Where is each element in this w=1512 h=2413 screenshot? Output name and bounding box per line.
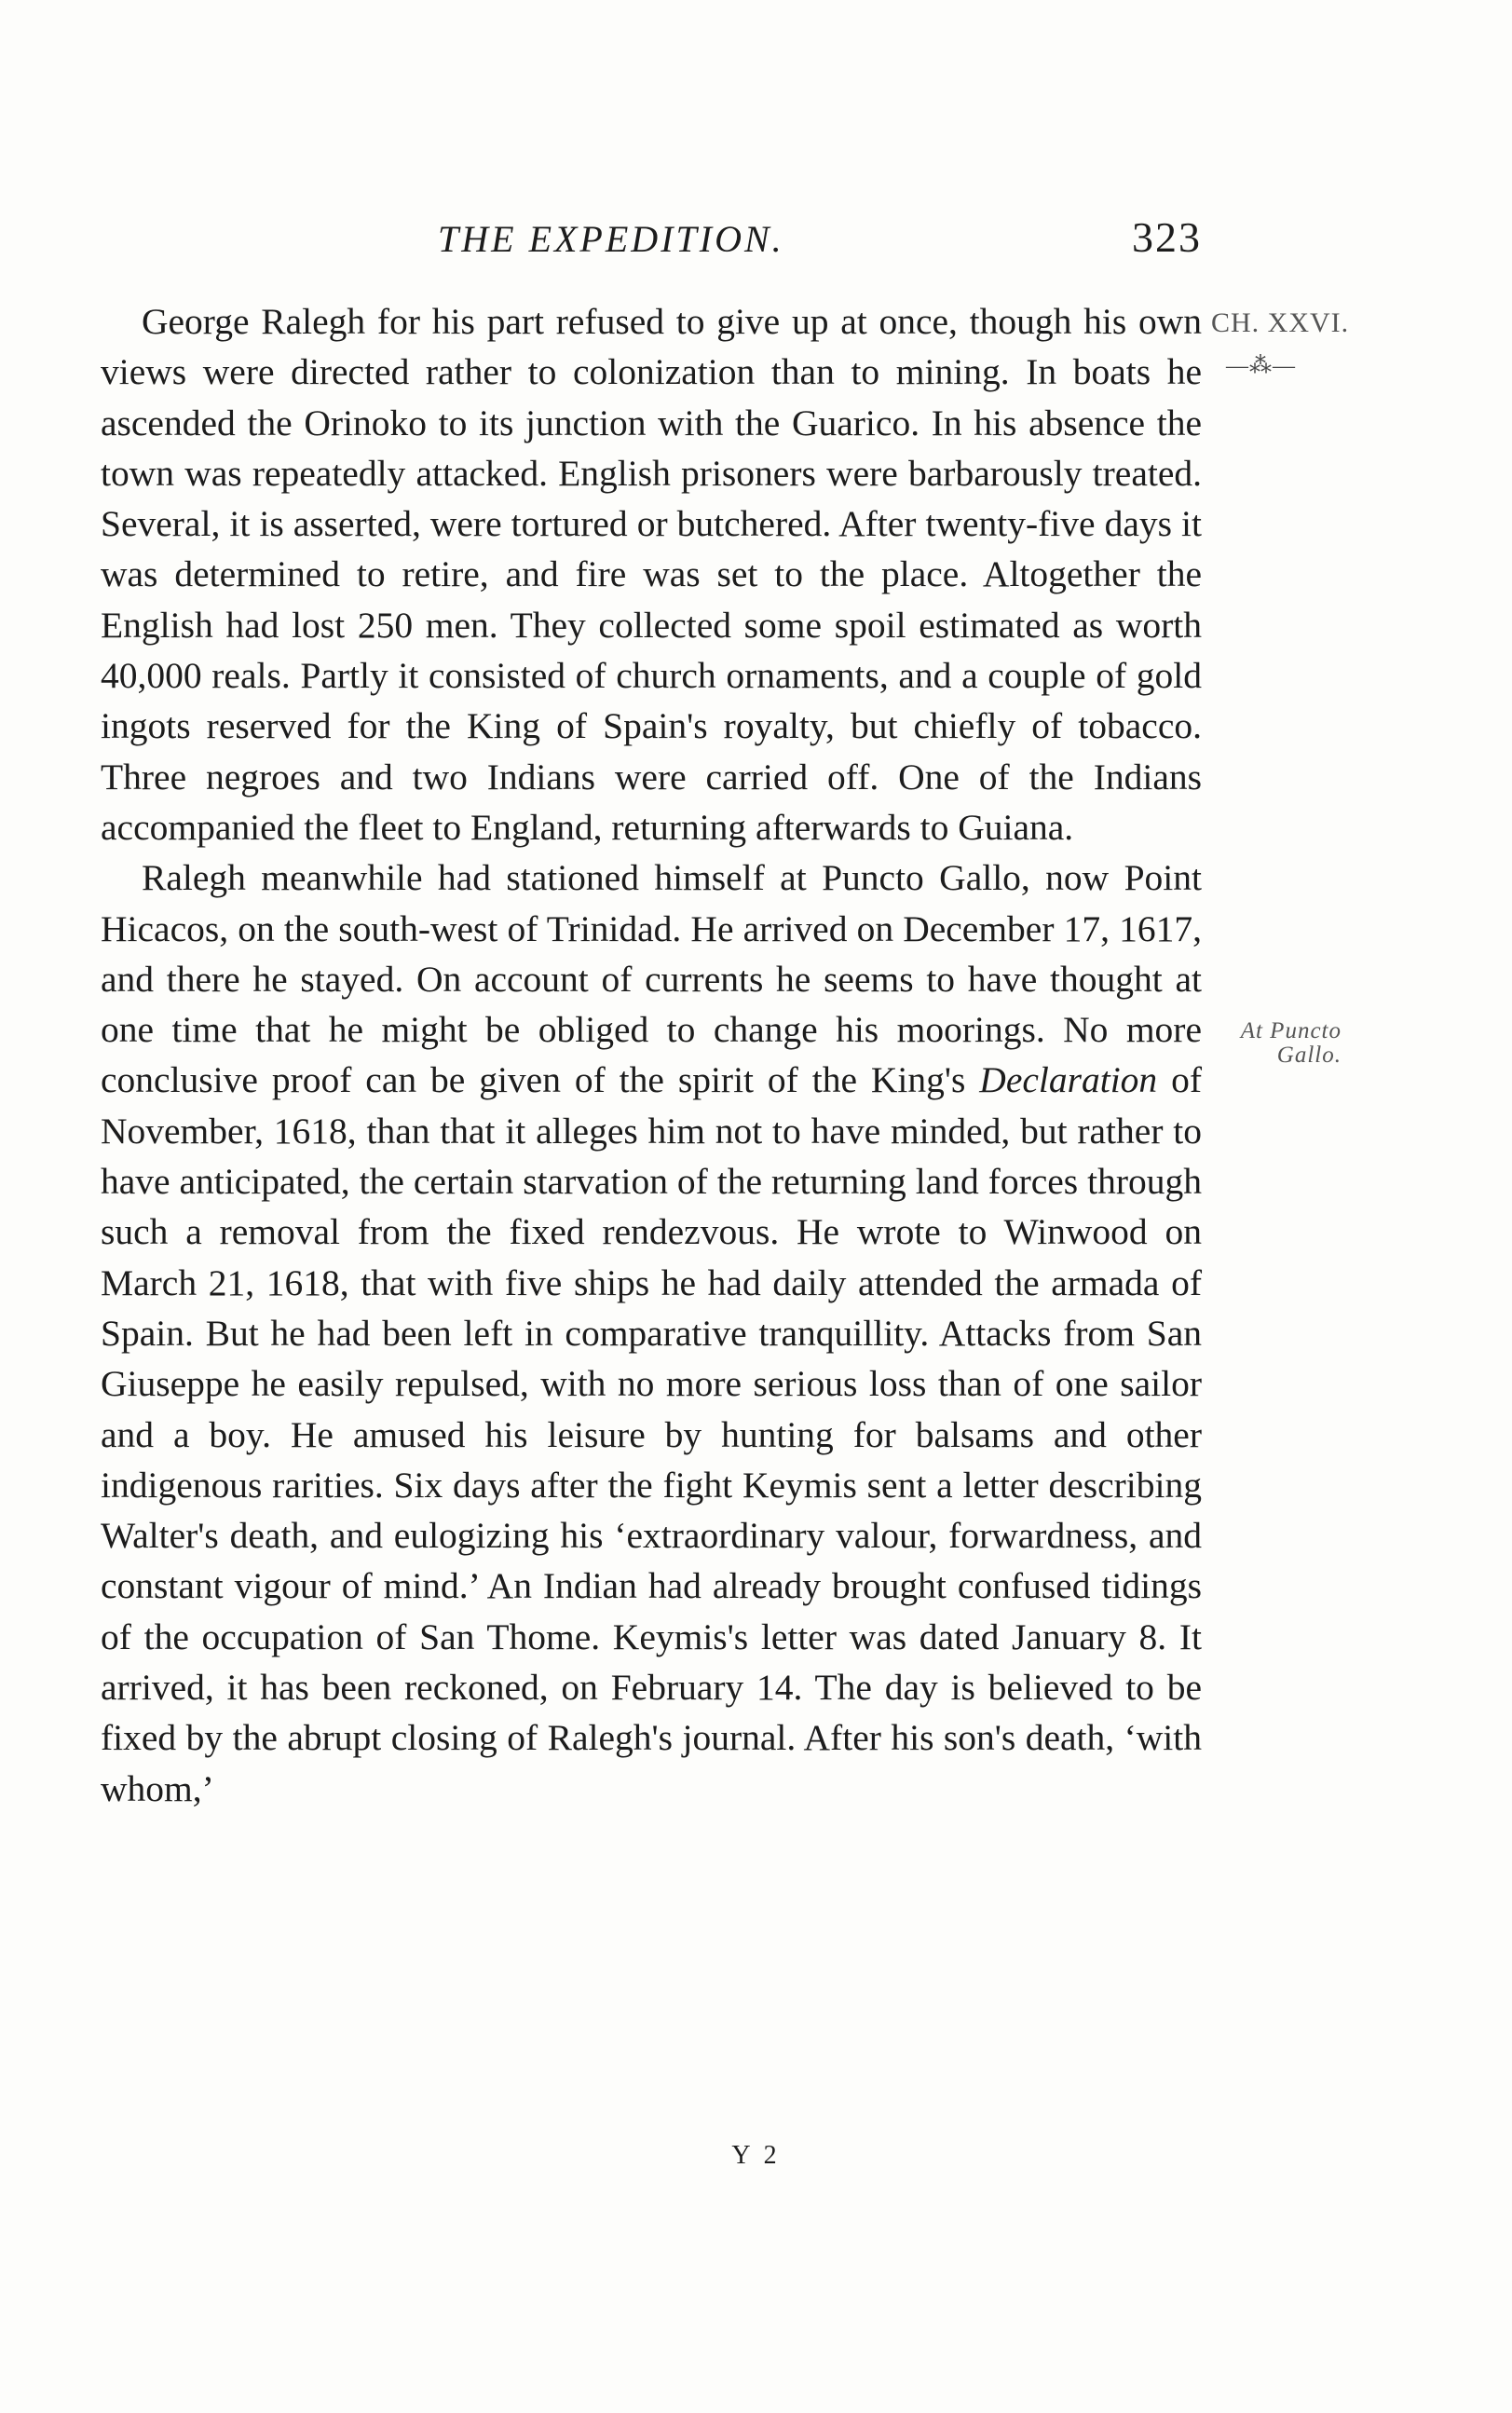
running-title: THE EXPEDITION. [438, 218, 784, 260]
paragraph-2-part-2: of November, 1618, than that it alleges him not to have minded, but rather to have anticipated, the certain starvation of the returning land forces through such a removal from the fixed rendezvous. He wrote to Winwood on March 21, 1618, that with five ships he had daily attended the armada of Spain. But he had been left in comparative tranquillity. Attacks from San Giuseppe he easily repulsed, with no more serious loss than of one sailor and a boy. He amused his leisure by hunting for balsams and other indigenous rarities. Six days after the fight Keymis sent a letter describing Walter's death, and eulogizing his ‘extraordinary valour, forwardness, and constant vigour of mind.’ An Indian had already brought confused tidings of the occupation of San Thome. Keymis's letter was dated January 8. It arrived, it has been reckoned, on February 14. The day is believed to be fixed by the abrupt closing of Ralegh's journal. After his son's death, ‘with whom,’ [101, 1059, 1202, 1809]
side-note-line-1: At Puncto [1240, 1018, 1342, 1043]
side-note-line-2: Gallo. [1276, 1043, 1342, 1068]
page-header [438, 212, 1202, 262]
paragraph-1: George Ralegh for his part refused to give up at once, though his own views were directed rather to colonization than to mining. In boats he ascended the Orinoko to its junction with the Guarico. In his absence the town was repeatedly attacked. English prisoners were barbarously treated. Several, it is asserted, were tortured or butchered. After twenty-five days it was determined to retire, and fire was set to the place. Altogether the English had lost 250 men. They collected some spoil estimated as worth 40,000 reals. Partly it consisted of church ornaments, and a couple of gold ingots reserved for the King of Spain's royalty, but chiefly of tobacco. Three negroes and two Indians were carried off. One of the Indians accompanied the fleet to England, returning afterwards to Guiana. [101, 301, 1202, 848]
italic-title: Declaration [979, 1059, 1158, 1101]
body-text [101, 296, 1202, 1814]
ornament-icon: —⁂— [1226, 354, 1296, 378]
page-number: 323 [1132, 213, 1202, 261]
paragraph-2 [101, 852, 1202, 1814]
chapter-marginal-note: CH. XXVI. [1211, 307, 1350, 338]
side-marginal-note [1211, 1019, 1342, 1068]
paragraph-2-part-1: Ralegh meanwhile had stationed himself at Puncto Gallo, now Point Hicacos, on the south-west of Trinidad. He arrived on December 17, 1617, and there he stayed. On account of currents he seems to have thought at one time that he might be obliged to change his moorings. No more conclusive proof can be given of the spirit of the King's [101, 857, 1202, 1101]
signature-mark: Y 2 [731, 2141, 781, 2170]
